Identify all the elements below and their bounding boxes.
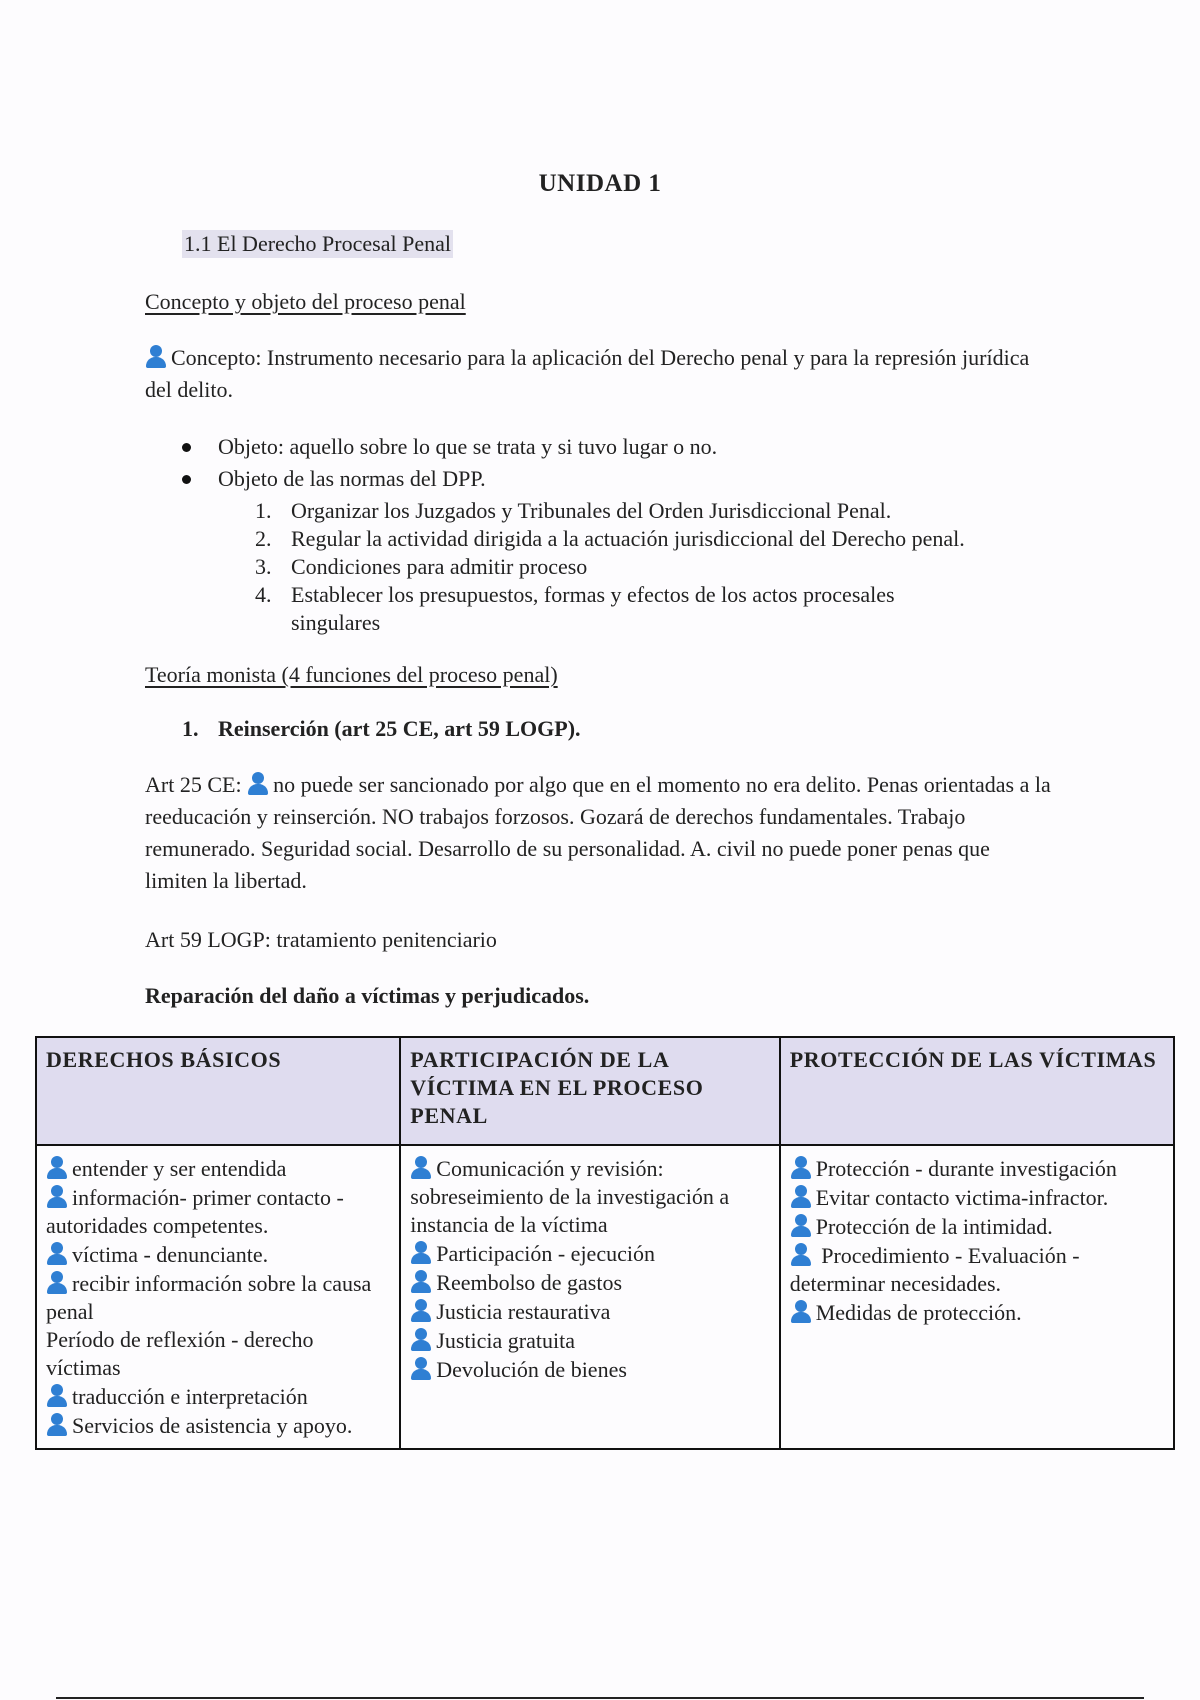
list-item xyxy=(218,431,1038,463)
list-number: 3. xyxy=(255,554,272,579)
bullet-icon xyxy=(182,443,191,452)
list-text: Regular la actividad dirigida a la actuación jurisdiccional del Derecho penal. xyxy=(291,526,965,551)
list-item: Evitar contacto victima-infractor. xyxy=(790,1183,1164,1212)
art25-paragraph xyxy=(145,769,1055,897)
section-heading: 1.1 El Derecho Procesal Penal xyxy=(184,231,451,256)
list-item: Protección de la intimidad. xyxy=(790,1212,1164,1241)
person-icon xyxy=(790,1298,812,1324)
person-icon xyxy=(46,1382,68,1408)
art59-paragraph: Art 59 LOGP: tratamiento penitenciario xyxy=(145,927,497,952)
person-icon xyxy=(46,1240,68,1266)
list-text: Establecer los presupuestos, formas y efectos de los actos procesales singulares xyxy=(291,582,895,635)
list-number: 2. xyxy=(255,526,272,551)
list-number: 1. xyxy=(182,716,199,741)
person-icon xyxy=(790,1154,812,1180)
list-item: entender y ser entendida xyxy=(46,1154,390,1183)
list-item: Devolución de bienes xyxy=(410,1355,769,1384)
bullet-list xyxy=(218,431,1038,495)
list-item xyxy=(255,497,1051,525)
reparacion-heading: Reparación del daño a víctimas y perjudicados. xyxy=(145,983,590,1008)
table-header-cell: DERECHOS BÁSICOS xyxy=(36,1037,400,1145)
list-item: Procedimiento - Evaluación - determinar necesidades. xyxy=(789,1243,1080,1296)
list-item: Comunicación y revisión: sobreseimiento de la investigación a instancia de la víctima xyxy=(410,1156,730,1237)
list-item: Servicios de asistencia y apoyo. xyxy=(46,1411,390,1440)
bullet-icon xyxy=(182,475,191,484)
table-row xyxy=(36,1145,1174,1449)
bullet-text: Objeto: aquello sobre lo que se trata y si tuvo lugar o no. xyxy=(218,434,718,459)
person-icon xyxy=(410,1326,432,1352)
list-item: traducción e interpretación xyxy=(46,1382,390,1411)
list-item: recibir información sobre la causa penal xyxy=(46,1271,372,1324)
concept-paragraph xyxy=(145,342,1055,406)
numbered-list xyxy=(255,497,1051,637)
person-icon xyxy=(410,1355,432,1381)
list-item: Reembolso de gastos xyxy=(410,1268,769,1297)
list-number: 1. xyxy=(255,498,272,523)
list-text: Condiciones para admitir proceso xyxy=(291,554,588,579)
list-item: Justicia gratuita xyxy=(410,1326,769,1355)
person-icon xyxy=(410,1268,432,1294)
person-icon xyxy=(790,1241,812,1267)
person-icon xyxy=(790,1212,812,1238)
list-item: Medidas de protección. xyxy=(790,1298,1164,1327)
list-item: víctima - denunciante. xyxy=(46,1240,390,1269)
person-icon xyxy=(46,1269,68,1295)
table-cell-proteccion xyxy=(780,1145,1174,1449)
list-item xyxy=(218,463,1038,495)
list-item: información- primer contacto - autoridades competentes. xyxy=(46,1185,344,1238)
person-icon xyxy=(410,1154,432,1180)
footer-divider xyxy=(56,1697,1144,1699)
table-cell-derechos xyxy=(36,1145,400,1449)
table-cell-participacion xyxy=(400,1145,779,1449)
table-header-row xyxy=(36,1037,1174,1145)
list-item xyxy=(255,581,971,637)
list-item: Justicia restaurativa xyxy=(410,1297,769,1326)
victim-rights-table xyxy=(35,1036,1175,1450)
person-icon xyxy=(410,1297,432,1323)
list-number: 4. xyxy=(255,582,272,607)
table-header-cell: PROTECCIÓN DE LAS VÍCTIMAS xyxy=(780,1037,1174,1145)
page-title: UNIDAD 1 xyxy=(538,170,662,197)
subtitle-teoria: Teoría monista (4 funciones del proceso penal) xyxy=(145,662,558,687)
person-icon xyxy=(410,1239,432,1265)
list-item xyxy=(255,553,1051,581)
table-header-cell: PARTICIPACIÓN DE LA VÍCTIMA EN EL PROCESO PENAL xyxy=(400,1037,779,1145)
art25-text: no puede ser sancionado por algo que en el momento no era delito. Penas orientadas a la reeducación y reinserción. NO trabajos forzosos. Gozará de derechos fundamentales. Trabajo remunerado. Seguridad social. Desarrollo de su personalidad. A. civil no puede poner penas que limiten la libertad. xyxy=(145,772,1051,893)
person-icon xyxy=(145,343,167,369)
bullet-text: Objeto de las normas del DPP. xyxy=(218,466,486,491)
reinsercion-text: Reinserción (art 25 CE, art 59 LOGP). xyxy=(218,716,581,741)
subtitle-concepto: Concepto y objeto del proceso penal xyxy=(145,289,466,314)
person-icon xyxy=(790,1183,812,1209)
list-item: Protección - durante investigación xyxy=(790,1154,1164,1183)
list-item: Participación - ejecución xyxy=(410,1239,769,1268)
list-item: Período de reflexión - derecho víctimas xyxy=(46,1327,314,1380)
person-icon xyxy=(46,1411,68,1437)
list-text: Organizar los Juzgados y Tribunales del Orden Jurisdiccional Penal. xyxy=(291,498,892,523)
art25-prefix: Art 25 CE: xyxy=(145,772,242,797)
reinsercion-heading xyxy=(182,713,1128,745)
concept-text: Concepto: Instrumento necesario para la aplicación del Derecho penal y para la represión jurídica del delito. xyxy=(145,345,1030,402)
list-item xyxy=(255,525,1051,553)
person-icon xyxy=(247,770,269,796)
person-icon xyxy=(46,1183,68,1209)
person-icon xyxy=(46,1154,68,1180)
